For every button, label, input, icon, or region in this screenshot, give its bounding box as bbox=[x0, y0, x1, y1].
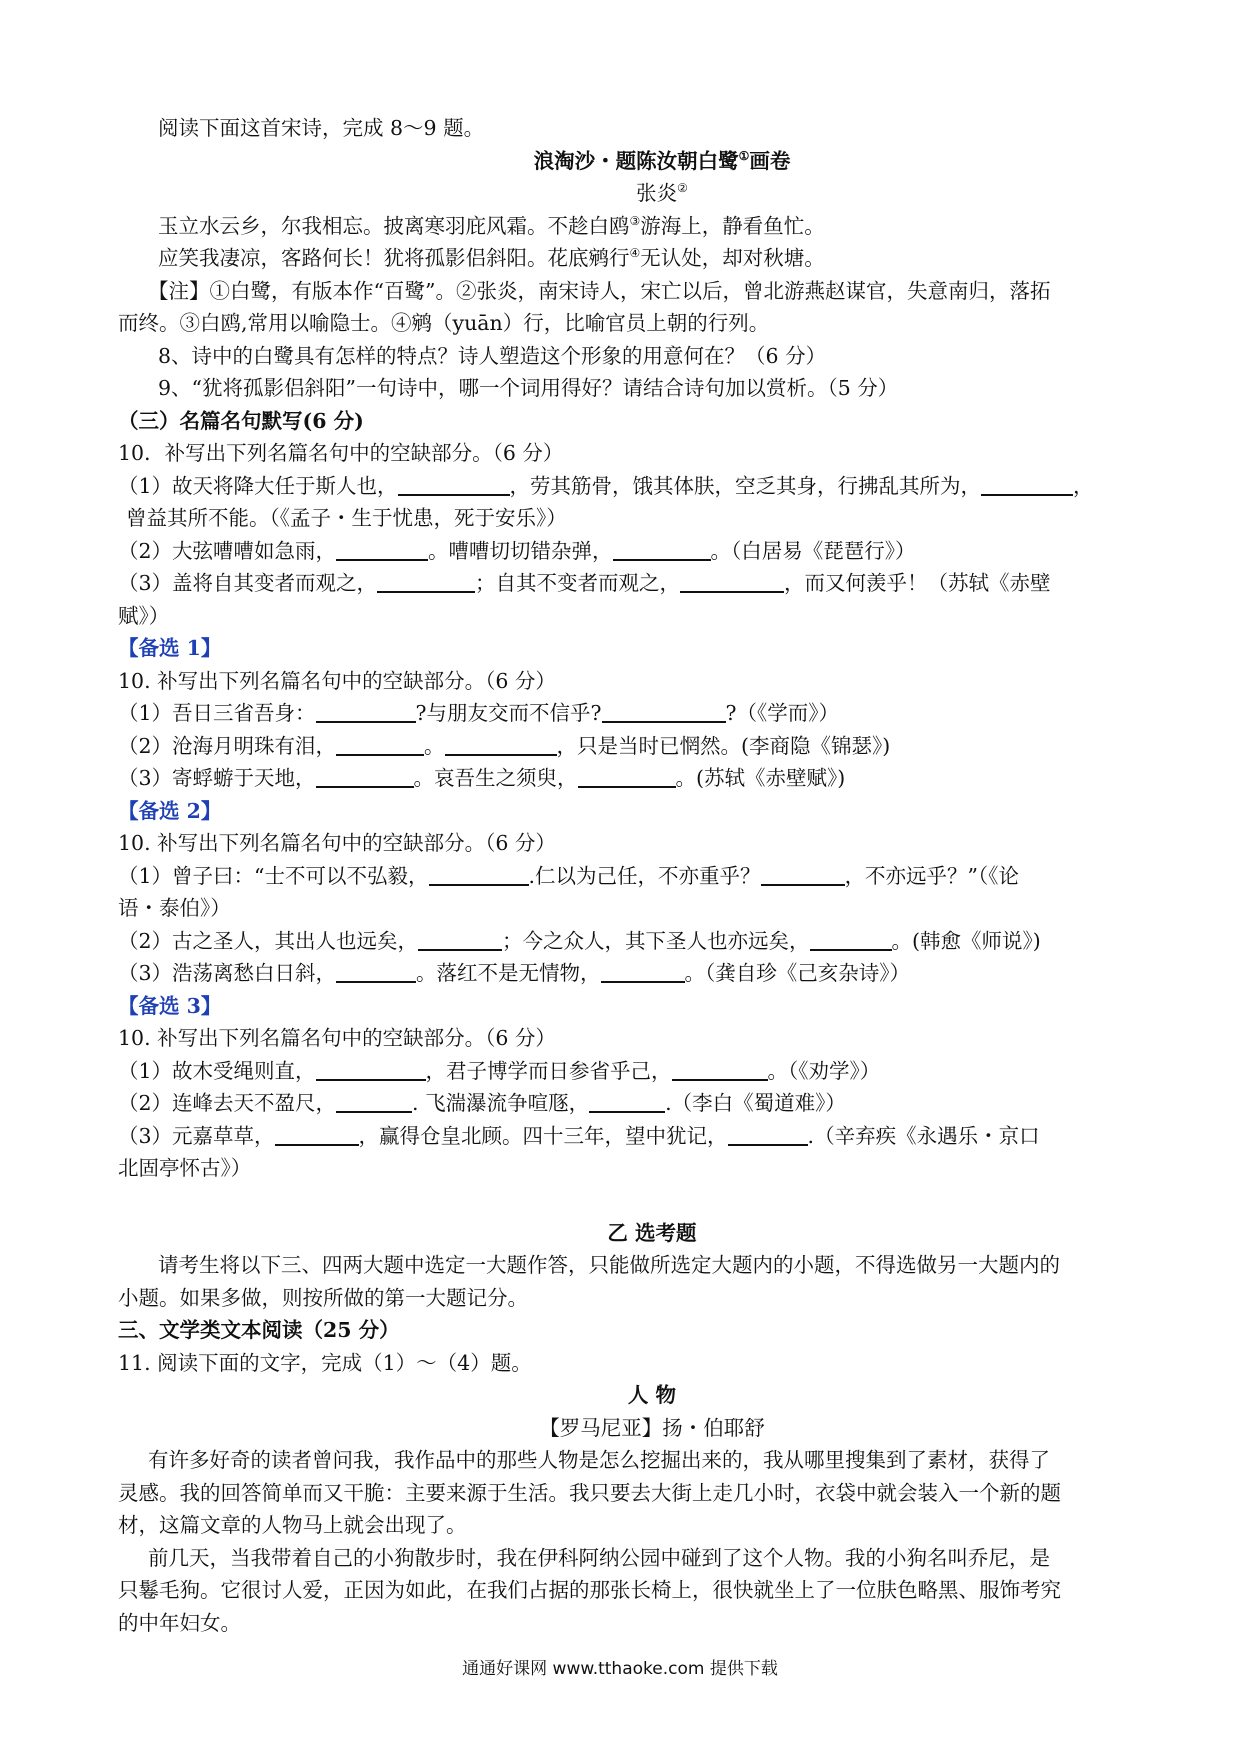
poem-author bbox=[118, 177, 1126, 210]
fill-text: （1）故天将降大任于斯人也， bbox=[118, 473, 398, 498]
fill-item-cont: 曾益其所不能。（《孟子・生于忧患，死于安乐》） bbox=[126, 506, 567, 530]
fill-text: ；自其不变者而观之， bbox=[475, 571, 681, 595]
fill-text: .仁以为己任，不亦重乎？ bbox=[528, 863, 761, 888]
part-b-instructions: 请考生将以下三、四两大题中选定一大题作答，只能做所选定大题内的小题，不得选做另一大题内的 bbox=[158, 1253, 1060, 1277]
fill-item bbox=[118, 470, 1126, 503]
story-paragraph: 前几天，当我带着自己的小狗散步时，我在伊科阿纳公园中碰到了这个人物。我的小狗名叫乔尼，是 bbox=[148, 1545, 1050, 1570]
fill-text: 。(韩愈《师说》) bbox=[891, 928, 1041, 953]
poem-title-text: 画卷 bbox=[749, 148, 791, 173]
footnote-mark: ② bbox=[677, 181, 688, 196]
poem-line-text: 无认处，却对秋塘。 bbox=[640, 246, 825, 270]
fill-text: ，而又何羡乎！（苏轼《赤壁 bbox=[784, 571, 1051, 595]
fill-text: （1）吾日三省吾身： bbox=[118, 701, 316, 725]
part-b-heading: 乙 选考题 bbox=[607, 1220, 697, 1245]
reading-intro: 阅读下面这首宋诗，完成 8～9 题。 bbox=[158, 116, 485, 140]
answer-blank[interactable] bbox=[275, 1122, 359, 1146]
fill-text: ；今之众人，其下圣人也亦远矣， bbox=[502, 928, 810, 953]
fill-item-cont: 语・泰伯》） bbox=[118, 896, 231, 920]
fill-text: ，只是当时已惘然。(李商隐《锦瑟》) bbox=[556, 733, 891, 758]
story-author: 【罗马尼亚】扬・伯耶舒 bbox=[539, 1415, 765, 1440]
fill-text: .（李白《蜀道难》） bbox=[665, 1091, 846, 1115]
answer-blank[interactable] bbox=[589, 1089, 665, 1113]
poem-note: 【注】①白鹭，有版本作“百鹭”。②张炎，南宋诗人，宋亡以后，曾北游燕赵谋官，失意南归，落拓 bbox=[148, 278, 1051, 303]
answer-blank[interactable] bbox=[578, 764, 676, 788]
fill-text: ， bbox=[1073, 473, 1094, 498]
story-paragraph: 材，这篇文章的人物马上就会出现了。 bbox=[118, 1513, 467, 1537]
fill-item bbox=[118, 925, 1126, 958]
answer-blank[interactable] bbox=[981, 472, 1073, 496]
alternate-label: 【备选 2】 bbox=[118, 798, 222, 823]
story-paragraph: 只鬈毛狗。它很讨人爱，正因为如此，在我们占据的那张长椅上，很快就坐上了一位肤色略黑、服饰考究 bbox=[118, 1578, 1061, 1602]
page-footer: 通通好课网 www.tthaoke.com 提供下载 bbox=[462, 1659, 778, 1679]
fill-text: 。 bbox=[424, 733, 445, 758]
poem-line bbox=[118, 242, 1126, 275]
fill-text: .（辛弃疾《永遇乐・京口 bbox=[807, 1123, 1040, 1148]
fill-text: 。哀吾生之须臾， bbox=[413, 766, 578, 790]
fill-item bbox=[118, 1055, 1126, 1088]
poem-title bbox=[118, 145, 1126, 178]
footnote-mark: ③ bbox=[629, 213, 641, 228]
answer-blank[interactable] bbox=[761, 862, 845, 886]
fill-text: （3）盖将自其变者而观之， bbox=[118, 571, 378, 595]
fill-text: 。落红不是无情物， bbox=[416, 961, 601, 985]
fill-text: ?（《学而》） bbox=[725, 701, 840, 725]
answer-blank[interactable] bbox=[336, 959, 416, 983]
answer-blank[interactable] bbox=[728, 1122, 808, 1146]
fill-item bbox=[118, 730, 1126, 763]
answer-blank[interactable] bbox=[336, 537, 428, 561]
question-8: 8、诗中的白鹭具有怎样的特点？诗人塑造这个形象的用意何在？（6 分） bbox=[158, 343, 827, 368]
poem-line-text: 应笑我凄凉，客路何长！犹将孤影侣斜阳。花底鹓行 bbox=[158, 246, 630, 270]
fill-item bbox=[118, 567, 1126, 600]
answer-blank[interactable] bbox=[336, 1089, 412, 1113]
poem-line-text: 游海上，静看鱼忙。 bbox=[640, 213, 825, 238]
answer-blank[interactable] bbox=[316, 699, 416, 723]
answer-blank[interactable] bbox=[418, 927, 502, 951]
fill-text: ?与朋友交而不信乎? bbox=[415, 701, 602, 725]
answer-blank[interactable] bbox=[316, 764, 414, 788]
answer-blank[interactable] bbox=[377, 569, 475, 593]
answer-blank[interactable] bbox=[613, 537, 711, 561]
fill-text: ，君子博学而日参省乎己， bbox=[425, 1058, 672, 1083]
fill-item-cont: 北固亭怀古》） bbox=[118, 1156, 252, 1180]
section-heading: （三）名篇名句默写(6 分) bbox=[118, 408, 364, 433]
poem-line-text: 玉立水云乡，尔我相忘。披离寒羽庇风霜。不趁白鸥 bbox=[158, 213, 630, 238]
alt-question-title: 10. 补写出下列名篇名句中的空缺部分。（6 分） bbox=[118, 831, 556, 855]
fill-item bbox=[118, 860, 1126, 893]
fill-text: （2）古之圣人，其出人也远矣， bbox=[118, 928, 419, 953]
alt-question-title: 10. 补写出下列名篇名句中的空缺部分。（6 分） bbox=[118, 668, 556, 693]
fill-item-cont: 赋》） bbox=[118, 603, 170, 628]
page-content bbox=[118, 112, 1126, 1639]
story-paragraph: 的中年妇女。 bbox=[118, 1610, 241, 1635]
answer-blank[interactable] bbox=[398, 472, 510, 496]
fill-text: （2）连峰去天不盈尺， bbox=[118, 1091, 337, 1115]
alternate-label: 【备选 3】 bbox=[118, 993, 222, 1018]
fill-text: （3）元嘉草草， bbox=[118, 1123, 275, 1148]
spacer bbox=[118, 1185, 1126, 1217]
fill-text: （2）大弦嘈嘈如急雨， bbox=[118, 538, 337, 563]
alternate-label: 【备选 1】 bbox=[118, 636, 222, 660]
fill-item bbox=[118, 762, 1126, 795]
poem-note: 而终。③白鸥,常用以喻隐士。④鹓（yuān）行，比喻官员上朝的行列。 bbox=[118, 311, 770, 335]
part-b-instructions: 小题。如果多做，则按所做的第一大题记分。 bbox=[118, 1285, 528, 1310]
answer-blank[interactable] bbox=[445, 732, 557, 756]
answer-blank[interactable] bbox=[316, 1057, 426, 1081]
answer-blank[interactable] bbox=[810, 927, 892, 951]
fill-text: . 飞湍瀑流争喧豗， bbox=[412, 1091, 590, 1115]
fill-item bbox=[118, 1120, 1126, 1153]
answer-blank[interactable] bbox=[601, 959, 685, 983]
fill-text: 。嘈嘈切切错杂弹， bbox=[428, 538, 613, 563]
alt-question-title: 10. 补写出下列名篇名句中的空缺部分。（6 分） bbox=[118, 1026, 556, 1050]
answer-blank[interactable] bbox=[429, 862, 529, 886]
fill-text: 。(苏轼《赤壁赋》) bbox=[675, 766, 846, 790]
poem-title-text: 浪淘沙・题陈汝朝白鹭 bbox=[533, 148, 739, 173]
answer-blank[interactable] bbox=[602, 699, 726, 723]
poem-line bbox=[118, 210, 1126, 243]
fill-text: ，劳其筋骨，饿其体肤，空乏其身，行拂乱其所为， bbox=[509, 473, 982, 498]
fill-item bbox=[118, 1087, 1126, 1120]
question-9: 9、“犹将孤影侣斜阳”一句诗中，哪一个词用得好？请结合诗句加以赏析。（5 分） bbox=[158, 376, 899, 400]
fill-item bbox=[118, 697, 1126, 730]
fill-text: （3）寄蜉蝣于天地， bbox=[118, 766, 316, 790]
answer-blank[interactable] bbox=[672, 1057, 768, 1081]
fill-text: 。（《劝学》） bbox=[767, 1058, 881, 1083]
footnote-mark: ① bbox=[738, 148, 750, 163]
fill-text: （2）沧海月明珠有泪， bbox=[118, 733, 337, 758]
fill-text: ，赢得仓皇北顾。四十三年，望中犹记， bbox=[358, 1123, 728, 1148]
section-heading: 三、文学类文本阅读（25 分） bbox=[118, 1318, 400, 1342]
story-paragraph: 有许多好奇的读者曾问我，我作品中的那些人物是怎么挖掘出来的，我从哪里搜集到了素材，获得了 bbox=[148, 1448, 1050, 1472]
fill-text: （1）故木受绳则直， bbox=[118, 1058, 316, 1083]
question-10-title: 10．补写出下列名篇名句中的空缺部分。（6 分） bbox=[118, 441, 564, 465]
fill-item bbox=[118, 957, 1126, 990]
story-paragraph: 灵感。我的回答简单而又干脆：主要来源于生活。我只要去大街上走几小时，衣袋中就会装入一个新的题 bbox=[118, 1480, 1061, 1505]
story-title: 人 物 bbox=[627, 1383, 677, 1407]
answer-blank[interactable] bbox=[336, 732, 424, 756]
fill-text: （1）曾子曰：“士不可以不弘毅， bbox=[118, 863, 429, 888]
footnote-mark: ④ bbox=[629, 246, 641, 261]
poem-author-text: 张炎 bbox=[636, 181, 678, 205]
answer-blank[interactable] bbox=[680, 569, 784, 593]
fill-text: 。（龚自珍《己亥杂诗》） bbox=[684, 961, 911, 985]
fill-text: ，不亦远乎？”（《论 bbox=[844, 863, 1020, 888]
fill-text: 。（白居易《琵琶行》） bbox=[710, 538, 916, 563]
question-11: 11. 阅读下面的文字，完成（1）～（4）题。 bbox=[118, 1350, 532, 1375]
fill-text: （3）浩荡离愁白日斜， bbox=[118, 961, 337, 985]
fill-item bbox=[118, 535, 1126, 568]
